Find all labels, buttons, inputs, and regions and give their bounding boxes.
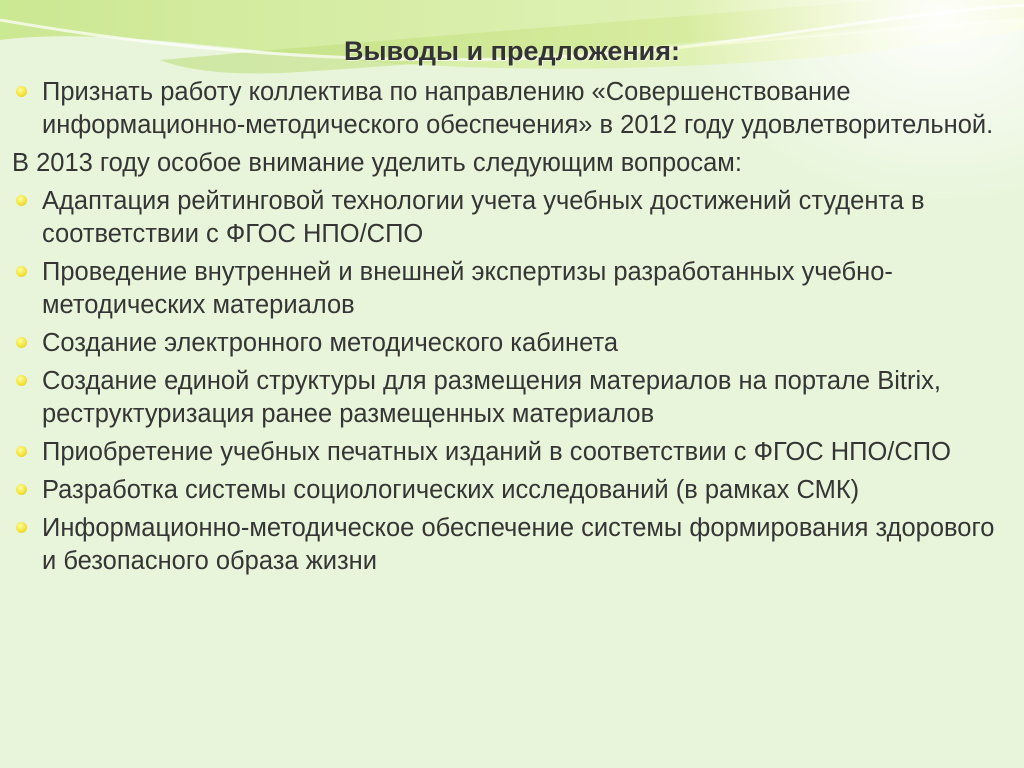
list-item-text: Проведение внутренней и внешней экспертизы разработанных учебно-методических материалов <box>42 258 893 319</box>
list-item-text: Приобретение учебных печатных изданий в соответствии с ФГОС НПО/СПО <box>42 438 951 466</box>
bullet-dot-icon <box>16 446 27 457</box>
bullet-dot-icon <box>16 86 27 97</box>
list-item-text: Адаптация рейтинговой технологии учета учебных достижений студента в соответствии с ФГОС НПО/СПО <box>42 187 925 248</box>
list-item <box>12 436 1012 469</box>
bullet-dot-icon <box>16 195 27 206</box>
list-item <box>12 327 1012 360</box>
list-item-text: Признать работу коллектива по направлению «Совершенствование информационно-методического обеспечения» в 2012 году удовлетворительной. <box>42 78 994 139</box>
list-item-text: Создание единой структуры для размещения материалов на портале Bitrix, реструктуризация ранее размещенных материалов <box>42 367 941 428</box>
list-item-text: Разработка системы социологических исследований (в рамках СМК) <box>42 476 860 504</box>
list-item <box>12 185 1012 251</box>
list-item-text: Создание электронного методического кабинета <box>42 329 619 357</box>
list-item <box>12 474 1012 507</box>
bullet-dot-icon <box>16 266 27 277</box>
slide-content <box>12 76 1012 583</box>
list-item <box>12 512 1012 578</box>
bullet-dot-icon <box>16 522 27 533</box>
list-item <box>12 76 1012 142</box>
bullet-dot-icon <box>16 375 27 386</box>
list-item <box>12 365 1012 431</box>
slide-title: Выводы и предложения: <box>343 36 681 66</box>
intro-line: В 2013 году особое внимание уделить следующим вопросам: <box>12 149 742 177</box>
list-item <box>12 256 1012 322</box>
bullet-dot-icon <box>16 484 27 495</box>
bullet-dot-icon <box>16 337 27 348</box>
list-item-text: Информационно-методическое обеспечение системы формирования здорового и безопасного образа жизни <box>42 514 995 575</box>
